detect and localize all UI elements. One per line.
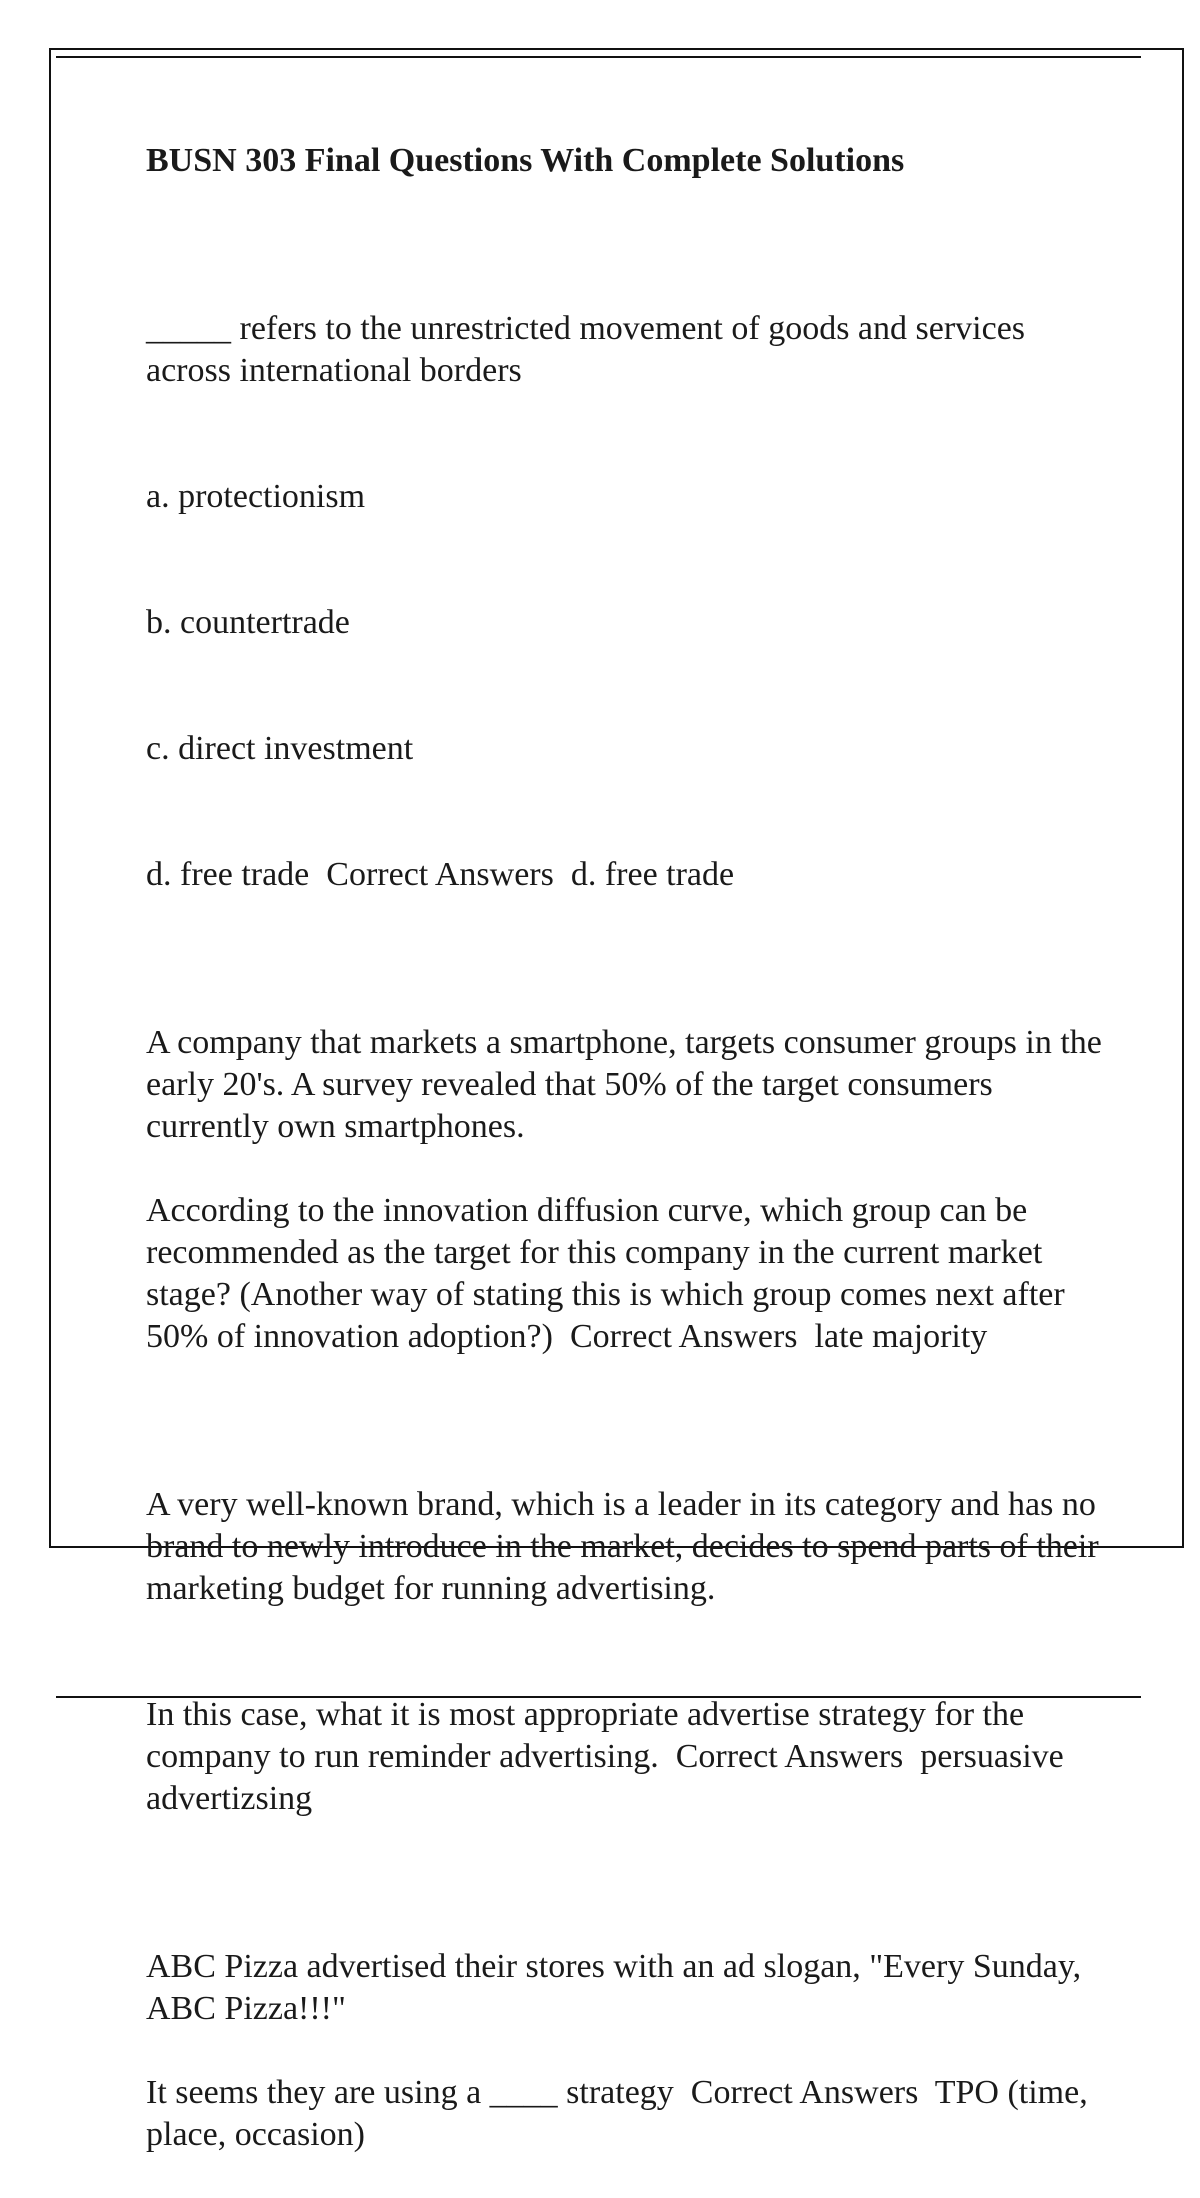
question-1-option-b: b. countertrade [146, 604, 350, 641]
question-2-context: A company that markets a smartphone, targets consumer groups in the early 20's. A survey revealed that 50% of the target consumers currently own smartphones. [146, 1024, 1111, 1145]
question-4-context: ABC Pizza advertised their stores with an ad slogan, "Every Sunday, ABC Pizza!!!" [146, 1948, 1088, 2027]
question-1-stem: _____ refers to the unrestricted movement of goods and services across international borders [146, 310, 1034, 389]
top-rule [56, 56, 1141, 58]
question-2-answer: According to the innovation diffusion curve, which group can be recommended as the target for this company in the current market stage? (Another way of stating this is which group comes next after 50% of innovation adoption?) Correct Answers late majority [146, 1192, 1074, 1355]
question-1-option-a: a. protectionism [146, 478, 366, 515]
question-3-context: A very well-known brand, which is a leader in its category and has no brand to newly introduce in the market, decides to spend parts of their marketing budget for running advertising. [146, 1486, 1108, 1607]
document-title: BUSN 303 Final Questions With Complete Solutions [146, 142, 905, 179]
question-3-answer: In this case, what it is most appropriate advertise strategy for the company to run reminder advertising. Correct Answers persuasive advertizsing [146, 1696, 1073, 1817]
document-body [146, 140, 1111, 2198]
question-1-option-c: c. direct investment [146, 730, 414, 767]
question-4-answer: It seems they are using a ____ strategy Correct Answers TPO (time, place, occasion) [146, 2074, 1097, 2153]
question-3 [146, 1400, 1106, 1904]
question-1-option-d-answer: d. free trade Correct Answers d. free trade [146, 856, 735, 893]
question-1 [146, 224, 1106, 980]
